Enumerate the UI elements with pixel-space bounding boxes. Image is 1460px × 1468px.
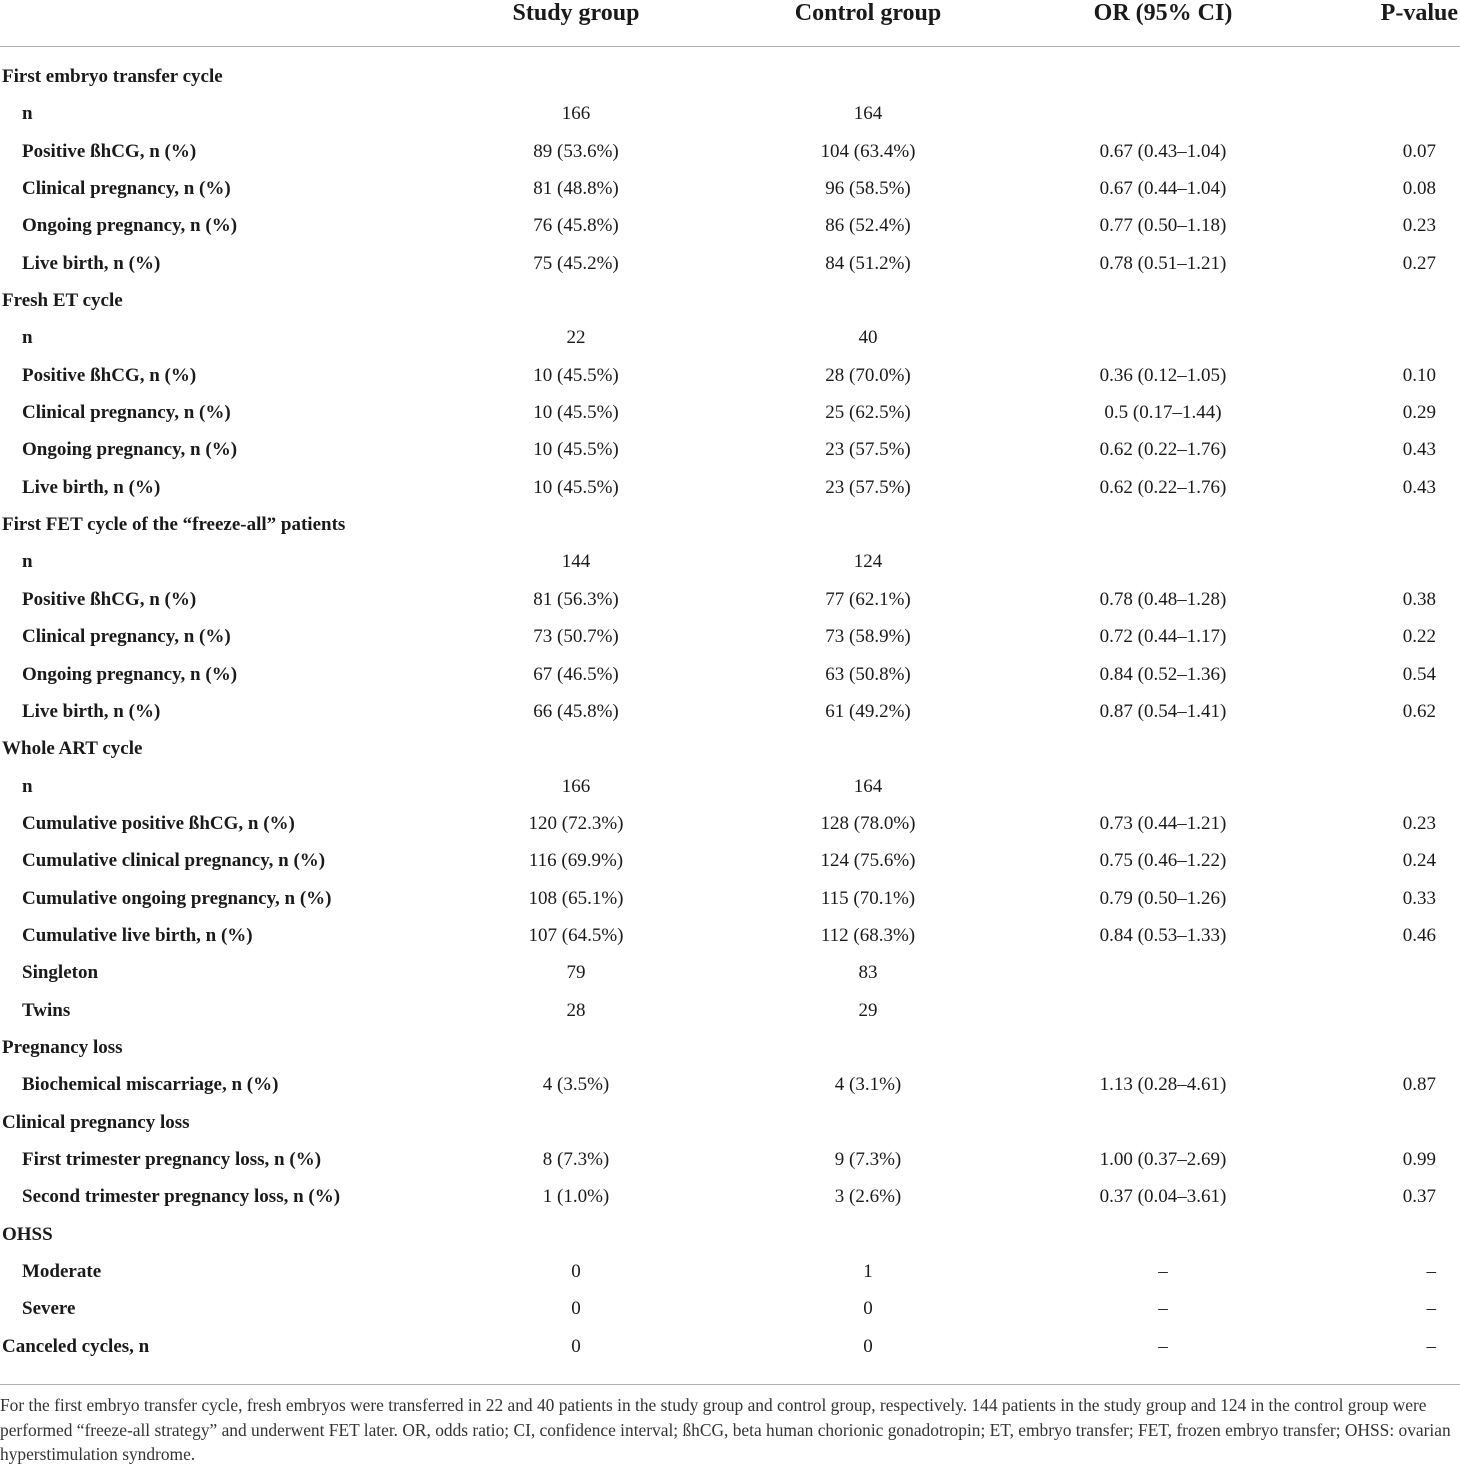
- cell-p-value: 0.62: [1402, 700, 1436, 722]
- cell-p-value: 0.46: [1402, 924, 1436, 946]
- cell-control: 77 (62.1%): [825, 588, 911, 610]
- table-row: [0, 880, 1460, 917]
- header-p-value: P-value: [1380, 0, 1458, 26]
- section-row: [0, 282, 1460, 319]
- cell-study: 67 (46.5%): [533, 663, 619, 685]
- cell-p-value: 0.99: [1402, 1148, 1436, 1170]
- cell-or-ci: 1.13 (0.28–4.61): [1099, 1074, 1227, 1096]
- section-row: [0, 1104, 1460, 1141]
- cell-control: 1: [863, 1261, 873, 1282]
- cell-study: 108 (65.1%): [528, 887, 624, 909]
- cell-control: 4 (3.1%): [834, 1074, 902, 1096]
- cell-p-value: 0.43: [1402, 439, 1436, 461]
- row-label: Positive ßhCG, n (%): [22, 364, 197, 386]
- cell-p-value: 0.38: [1402, 588, 1436, 610]
- cell-or-ci: 0.78 (0.51–1.21): [1099, 252, 1227, 274]
- cell-control: 61 (49.2%): [825, 700, 911, 722]
- header-or-ci: OR (95% CI): [1093, 0, 1233, 26]
- row-label: Positive ßhCG, n (%): [22, 588, 197, 610]
- table-row: [0, 394, 1460, 431]
- cell-control: 9 (7.3%): [834, 1148, 902, 1170]
- row-label: First embryo transfer cycle: [2, 66, 223, 87]
- cell-study: 116 (69.9%): [528, 850, 624, 872]
- table-row: [0, 1066, 1460, 1103]
- table-row: [0, 319, 1460, 356]
- cell-control: 84 (51.2%): [825, 252, 911, 274]
- table-row: [0, 431, 1460, 468]
- cell-or-ci: –: [1158, 1261, 1168, 1282]
- row-label: OHSS: [2, 1223, 53, 1245]
- row-label: Singleton: [22, 962, 99, 984]
- row-label: Severe: [22, 1298, 76, 1320]
- row-label: First trimester pregnancy loss, n (%): [22, 1148, 322, 1170]
- cell-control: 0: [863, 1298, 873, 1320]
- cell-study: 0: [571, 1298, 581, 1320]
- cell-p-value: –: [1426, 1335, 1436, 1357]
- cell-control: 124 (75.6%): [820, 850, 916, 872]
- cell-study: 10 (45.5%): [533, 439, 619, 461]
- row-label: Clinical pregnancy, n (%): [22, 626, 231, 648]
- cell-control: 96 (58.5%): [825, 178, 911, 200]
- cell-control: 25 (62.5%): [825, 402, 911, 424]
- table-row: [0, 693, 1460, 730]
- cell-p-value: 0.27: [1402, 252, 1436, 274]
- cell-control: 128 (78.0%): [820, 812, 916, 834]
- cell-or-ci: –: [1158, 1335, 1168, 1357]
- section-row: [0, 730, 1460, 767]
- cell-study: 120 (72.3%): [528, 812, 624, 834]
- table-row: [0, 1178, 1460, 1215]
- cell-control: 104 (63.4%): [820, 140, 916, 162]
- table-row: [0, 581, 1460, 618]
- cell-study: 76 (45.8%): [533, 215, 619, 237]
- cell-control: 23 (57.5%): [825, 476, 911, 498]
- table-bottom-rule: [0, 1384, 1460, 1385]
- table-row: [0, 95, 1460, 132]
- cell-study: 22: [566, 327, 586, 349]
- table-row: [0, 245, 1460, 282]
- table-footnote: For the first embryo transfer cycle, fresh embryos were transferred in 22 and 40 patients in the study group and control group, respectively. 144 patients in the study group and 124 in the control group were performed “freeze-all strategy” and underwent FET later. OR, odds ratio; CI, confidence interval; ßhCG, beta human chorionic gonadotropin; ET, embryo transfer; FET, frozen embryo transfer; OHSS: ovarian hyperstimulation syndrome.: [0, 1395, 1451, 1464]
- cell-study: 10 (45.5%): [533, 364, 619, 386]
- cell-or-ci: –: [1158, 1298, 1168, 1320]
- cell-p-value: 0.43: [1402, 476, 1436, 498]
- row-label: Canceled cycles, n: [2, 1335, 150, 1357]
- row-label: Live birth, n (%): [22, 700, 161, 722]
- table-row: [0, 1290, 1460, 1327]
- cell-p-value: 0.08: [1402, 178, 1436, 200]
- cell-control: 164: [853, 103, 883, 125]
- row-label: n: [22, 551, 33, 573]
- row-label: Ongoing pregnancy, n (%): [22, 663, 238, 685]
- cell-control: 86 (52.4%): [825, 215, 911, 237]
- row-label: Moderate: [22, 1261, 102, 1282]
- cell-or-ci: 0.72 (0.44–1.17): [1099, 626, 1227, 648]
- cell-p-value: 0.23: [1402, 812, 1436, 834]
- table-row: [0, 1141, 1460, 1178]
- row-label: Ongoing pregnancy, n (%): [22, 215, 238, 237]
- row-label: Pregnancy loss: [2, 1036, 123, 1058]
- cell-or-ci: 0.67 (0.44–1.04): [1099, 178, 1227, 200]
- cell-control: 112 (68.3%): [820, 924, 916, 946]
- row-label: Clinical pregnancy loss: [2, 1111, 190, 1133]
- table-row: [0, 170, 1460, 207]
- cell-or-ci: 1.00 (0.37–2.69): [1099, 1148, 1227, 1170]
- table-row: [0, 917, 1460, 954]
- cell-p-value: 0.23: [1402, 215, 1436, 237]
- table-body: [0, 58, 1460, 1365]
- cell-or-ci: 0.87 (0.54–1.41): [1099, 700, 1227, 722]
- section-row: [0, 1029, 1460, 1066]
- cell-study: 1 (1.0%): [542, 1186, 610, 1208]
- table-row: [0, 469, 1460, 506]
- cell-study: 66 (45.8%): [533, 700, 619, 722]
- cell-p-value: –: [1426, 1261, 1436, 1282]
- table-row: [0, 768, 1460, 805]
- cell-study: 0: [571, 1335, 581, 1357]
- cell-or-ci: 0.78 (0.48–1.28): [1099, 588, 1227, 610]
- cell-p-value: 0.22: [1402, 626, 1436, 648]
- cell-or-ci: 0.67 (0.43–1.04): [1099, 140, 1227, 162]
- cell-or-ci: 0.75 (0.46–1.22): [1099, 850, 1227, 872]
- row-label: Clinical pregnancy, n (%): [22, 402, 231, 424]
- section-row: [0, 506, 1460, 543]
- cell-study: 144: [561, 551, 591, 573]
- cell-control: 115 (70.1%): [820, 887, 916, 909]
- cell-study: 10 (45.5%): [533, 402, 619, 424]
- cell-or-ci: 0.62 (0.22–1.76): [1099, 476, 1227, 498]
- section-row: [0, 1328, 1460, 1365]
- header-study-group: Study group: [512, 0, 640, 26]
- cell-study: 79: [566, 962, 586, 984]
- table-row: [0, 992, 1460, 1029]
- table-row: [0, 842, 1460, 879]
- cell-p-value: 0.07: [1402, 140, 1436, 162]
- cell-p-value: 0.10: [1402, 364, 1436, 386]
- cell-control: 124: [853, 551, 883, 573]
- cell-study: 81 (56.3%): [533, 588, 619, 610]
- cell-control: 28 (70.0%): [825, 364, 911, 386]
- cell-or-ci: 0.84 (0.53–1.33): [1099, 924, 1227, 946]
- cell-study: 81 (48.8%): [533, 178, 619, 200]
- cell-study: 4 (3.5%): [542, 1074, 610, 1096]
- cell-p-value: 0.87: [1402, 1074, 1436, 1096]
- row-label: n: [22, 327, 33, 349]
- cell-or-ci: 0.37 (0.04–3.61): [1099, 1186, 1227, 1208]
- cell-or-ci: 0.77 (0.50–1.18): [1099, 215, 1227, 237]
- row-label: Cumulative clinical pregnancy, n (%): [22, 850, 326, 872]
- row-label: Whole ART cycle: [2, 738, 143, 760]
- cell-control: 23 (57.5%): [825, 439, 911, 461]
- row-label: Live birth, n (%): [22, 252, 161, 274]
- row-label: Biochemical miscarriage, n (%): [22, 1074, 279, 1096]
- row-label: Positive ßhCG, n (%): [22, 140, 197, 162]
- cell-study: 10 (45.5%): [533, 476, 619, 498]
- cell-p-value: 0.37: [1402, 1186, 1436, 1208]
- cell-or-ci: 0.5 (0.17–1.44): [1104, 402, 1222, 424]
- cell-study: 107 (64.5%): [528, 924, 624, 946]
- cell-p-value: –: [1426, 1298, 1436, 1320]
- header-rule: [0, 46, 1460, 47]
- row-label: Fresh ET cycle: [2, 290, 123, 312]
- cell-study: 8 (7.3%): [542, 1148, 610, 1170]
- cell-control: 0: [863, 1335, 873, 1357]
- row-label: n: [22, 103, 33, 125]
- cell-control: 29: [858, 999, 878, 1021]
- cell-study: 75 (45.2%): [533, 252, 619, 274]
- cell-p-value: 0.24: [1402, 850, 1436, 872]
- cell-study: 0: [571, 1261, 581, 1282]
- table-row: [0, 133, 1460, 170]
- cell-study: 166: [561, 775, 591, 797]
- cell-control: 63 (50.8%): [825, 663, 911, 685]
- cell-control: 164: [853, 775, 883, 797]
- cell-p-value: 0.54: [1402, 663, 1436, 685]
- cell-study: 166: [561, 103, 591, 125]
- header-control-group: Control group: [794, 0, 942, 26]
- table-row: [0, 1253, 1460, 1290]
- row-label: Cumulative live birth, n (%): [22, 924, 253, 946]
- row-label: Ongoing pregnancy, n (%): [22, 439, 238, 461]
- table-header: [0, 0, 1460, 46]
- cell-p-value: 0.33: [1402, 887, 1436, 909]
- row-label: Second trimester pregnancy loss, n (%): [22, 1186, 341, 1208]
- row-label: n: [22, 775, 33, 797]
- table-row: [0, 357, 1460, 394]
- cell-or-ci: 0.36 (0.12–1.05): [1099, 364, 1227, 386]
- cell-control: 83: [858, 962, 878, 984]
- row-label: Clinical pregnancy, n (%): [22, 178, 231, 200]
- cell-study: 28: [566, 999, 586, 1021]
- row-label: Twins: [22, 999, 71, 1021]
- cell-p-value: 0.29: [1402, 402, 1436, 424]
- cell-control: 73 (58.9%): [825, 626, 911, 648]
- table-row: [0, 207, 1460, 244]
- row-label: First FET cycle of the “freeze-all” patients: [2, 514, 346, 536]
- cell-or-ci: 0.73 (0.44–1.21): [1099, 812, 1227, 834]
- table-row: [0, 805, 1460, 842]
- cell-or-ci: 0.62 (0.22–1.76): [1099, 439, 1227, 461]
- row-label: Live birth, n (%): [22, 476, 161, 498]
- row-label: Cumulative positive ßhCG, n (%): [22, 812, 295, 834]
- cell-control: 40: [858, 327, 878, 349]
- cell-or-ci: 0.84 (0.52–1.36): [1099, 663, 1227, 685]
- table-row: [0, 543, 1460, 580]
- table-row: [0, 954, 1460, 991]
- cell-study: 73 (50.7%): [533, 626, 619, 648]
- cell-study: 89 (53.6%): [533, 140, 619, 162]
- row-label: Cumulative ongoing pregnancy, n (%): [22, 887, 332, 909]
- section-row: [0, 58, 1460, 95]
- table-row: [0, 618, 1460, 655]
- cell-control: 3 (2.6%): [834, 1186, 902, 1208]
- cell-or-ci: 0.79 (0.50–1.26): [1099, 887, 1227, 909]
- section-row: [0, 1216, 1460, 1253]
- table-row: [0, 656, 1460, 693]
